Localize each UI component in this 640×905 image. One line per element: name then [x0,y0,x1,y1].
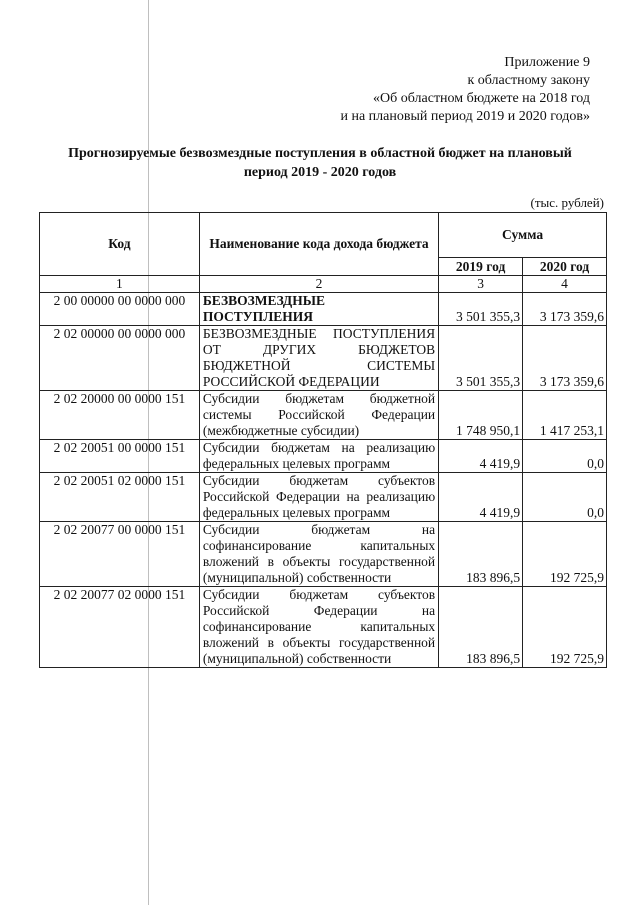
table-row [40,293,607,326]
row-code-cell: 2 02 00000 00 0000 000 [40,326,200,391]
table-row [40,391,607,440]
row-name-cell: БЕЗВОЗМЕЗДНЫЕ ПОСТУПЛЕНИЯ [199,293,438,326]
header-sum: Сумма [439,213,607,258]
row-value-2019: 3 501 355,3 [439,293,523,326]
annex-line: «Об областном бюджете на 2018 год [373,91,590,106]
title-line: период 2019 - 2020 годов [243,165,397,180]
annex-line: Приложение 9 [504,55,590,70]
column-number: 4 [523,276,607,293]
row-value-2020: 0,0 [523,440,607,473]
table-row [40,473,607,522]
row-name-cell: Субсидии бюджетам бюджетной системы Российской Федерации (межбюджетные субсидии) [199,391,438,440]
row-value-2020: 0,0 [523,473,607,522]
row-value-2019: 4 419,9 [439,473,523,522]
row-code-cell: 2 02 20051 00 0000 151 [40,440,200,473]
row-code-cell: 2 02 20077 02 0000 151 [40,587,200,668]
header-code: Код [40,213,200,276]
row-name-cell: Субсидии бюджетам субъектов Российской Федерации на реализацию федеральных целевых программ [199,473,438,522]
title-line: Прогнозируемые безвозмездные поступления в областной бюджет на плановый [68,146,572,161]
row-name-cell: Субсидии бюджетам на софинансирование капитальных вложений в объекты государственной (муниципальной) собственности [199,522,438,587]
header-name: Наименование кода дохода бюджета [199,213,438,276]
table-row [40,440,607,473]
row-value-2020: 3 173 359,6 [523,293,607,326]
annex-note [260,54,590,126]
row-code-cell: 2 02 20077 00 0000 151 [40,522,200,587]
row-name-cell: Субсидии бюджетам субъектов Российской Федерации на софинансирование капитальных вложений в объекты государственной (муниципальной) собственности [199,587,438,668]
header-year-2019: 2019 год [439,258,523,276]
row-value-2020: 1 417 253,1 [523,391,607,440]
annex-line: и на плановый период 2019 и 2020 годов» [340,109,590,124]
table-row [40,522,607,587]
row-code-cell: 2 00 00000 00 0000 000 [40,293,200,326]
column-number: 1 [40,276,200,293]
revenue-table [39,212,607,668]
table-row [40,326,607,391]
row-name-cell: Субсидии бюджетам на реализацию федеральных целевых программ [199,440,438,473]
table-row [40,587,607,668]
row-value-2019: 183 896,5 [439,587,523,668]
row-value-2020: 192 725,9 [523,522,607,587]
row-value-2019: 1 748 950,1 [439,391,523,440]
row-code-cell: 2 02 20051 02 0000 151 [40,473,200,522]
row-code-cell: 2 02 20000 00 0000 151 [40,391,200,440]
row-value-2020: 192 725,9 [523,587,607,668]
units-label: (тыс. рублей) [530,195,604,210]
page-title [40,144,600,182]
column-number: 2 [199,276,438,293]
row-value-2019: 3 501 355,3 [439,326,523,391]
column-number: 3 [439,276,523,293]
row-value-2020: 3 173 359,6 [523,326,607,391]
annex-line: к областному закону [467,73,590,88]
row-value-2019: 183 896,5 [439,522,523,587]
row-value-2019: 4 419,9 [439,440,523,473]
header-year-2020: 2020 год [523,258,607,276]
row-name-cell: БЕЗВОЗМЕЗДНЫЕ ПОСТУПЛЕНИЯ ОТ ДРУГИХ БЮДЖЕТОВ БЮДЖЕТНОЙ СИСТЕМЫ РОССИЙСКОЙ ФЕДЕРАЦИИ [199,326,438,391]
